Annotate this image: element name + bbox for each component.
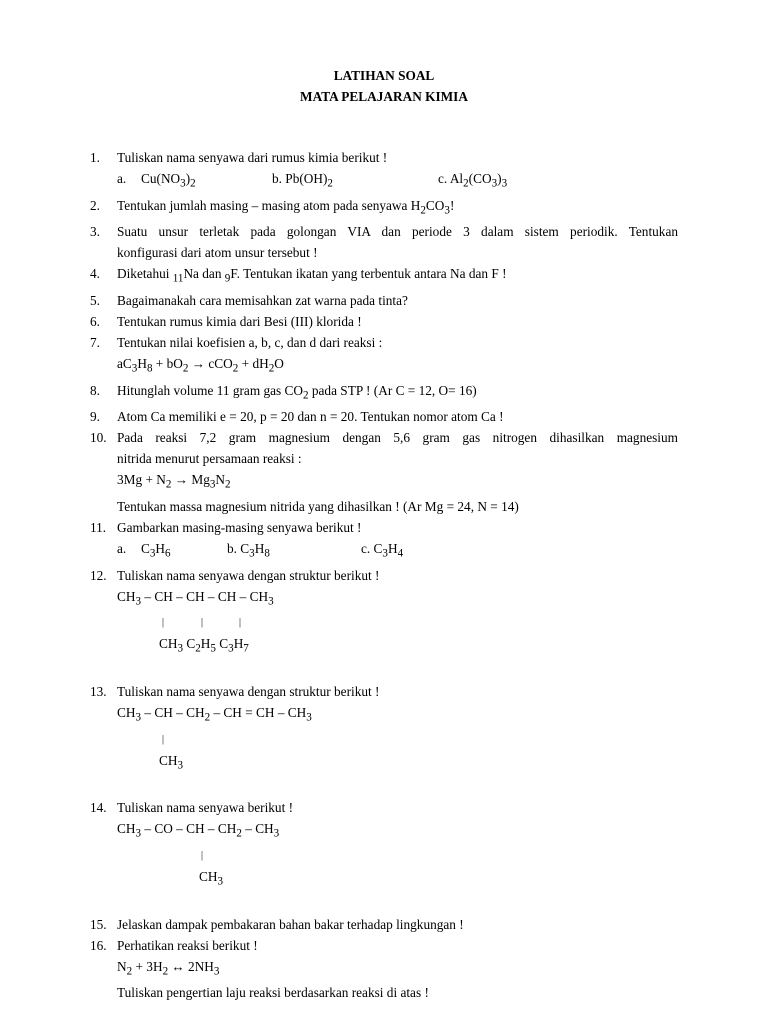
- question-text: Jelaskan dampak pembakaran bahan bakar terhadap lingkungan !: [117, 916, 464, 932]
- question-text: Tentukan nilai koefisien a, b, c, dan d dari reaksi :: [117, 334, 383, 350]
- question-text-line1: Suatu unsur terletak pada golongan VIA dan periode 3 dalam sistem periodik. Tentukan: [117, 224, 678, 240]
- question-list: [90, 147, 678, 1003]
- question-options: a. $C_3H_6$ b. $C_3H_8$ c. $C_3H_4$: [117, 540, 404, 560]
- structure-bonds: | | |: [162, 617, 242, 629]
- question-text: Atom Ca memiliki e = 20, p = 20 dan n = 20. Tentukan nomor atom Ca !: [117, 409, 504, 425]
- question-text: Diketahui $_{11}$Na dan $_9$F. Tentukan ikatan yang terbentuk antara Na dan F !: [117, 266, 507, 285]
- question-7: 7. Tentukan nilai koefisien a, b, c, dan d dari reaksi : $aC_3H_8 + bO_2 \to cCO_2 + dH_2O$: [90, 332, 678, 380]
- question-13: 13. Tuliskan nama senyawa dengan struktur berikut ! $CH_3$ – CH – $CH_2$ – CH = CH – $CH_3$ | $CH_3$: [90, 681, 678, 797]
- question-2: 2. Tentukan jumlah masing – masing atom pada senyawa $H_2CO_3$!: [90, 195, 678, 222]
- question-text: Hitunglah volume 11 gram gas $CO_2$ pada STP ! (Ar C = 12, O= 16): [117, 382, 477, 402]
- question-text: Tuliskan nama senyawa dengan struktur berikut !: [117, 567, 380, 583]
- question-11: 11. Gambarkan masing-masing senyawa berikut ! a. $C_3H_6$ b. $C_3H_8$ c. $C_3H_4$: [90, 517, 678, 565]
- question-text-line3: Tuliskan pengertian laju reaksi berdasarkan reaksi di atas !: [117, 985, 429, 1001]
- question-text-line1: Pada reaksi 7,2 gram magnesium dengan 5,6 gram gas nitrogen dihasilkan magnesium: [117, 430, 678, 446]
- question-text-line3: Tentukan massa magnesium nitrida yang dihasilkan ! (Ar Mg = 24, N = 14): [117, 498, 519, 514]
- structure-bond: |: [201, 849, 204, 861]
- question-8: 8. Hitunglah volume 11 gram gas $CO_2$ pada STP ! (Ar C = 12, O= 16): [90, 380, 678, 407]
- question-12: 12. Tuliskan nama senyawa dengan struktur berikut ! $CH_3$ – CH – CH – CH – $CH_3$ | | | $CH_3$ $C_2H_5$ $C_3H_7$: [90, 565, 678, 681]
- structure-main-chain: $CH_3$ – CO – CH – $CH_2 - CH_3$: [117, 821, 280, 840]
- structure-main-chain: $CH_3$ – CH – CH – CH – $CH_3$: [117, 588, 274, 608]
- structure-main-chain: $CH_3$ – CH – $CH_2$ – CH = CH – $CH_3$: [117, 704, 312, 724]
- question-14: 14. Tuliskan nama senyawa berikut ! $CH_3$ – CO – CH – $CH_2 - CH_3$ | $CH_3$: [90, 797, 678, 913]
- doc-title: LATIHAN SOAL: [333, 68, 435, 83]
- question-text: Tentukan rumus kimia dari Besi (III) klorida !: [117, 313, 362, 329]
- question-text: Gambarkan masing-masing senyawa berikut !: [117, 519, 362, 535]
- question-10: 10. Pada reaksi 7,2 gram magnesium dengan 5,6 gram gas nitrogen dihasilkan magnesium nitrida menurut persamaan reaksi : $3Mg + N_2 \to Mg_3N_2$ Tentukan massa magnesium nitrida yang dihasilkan ! (Ar Mg = 24, N = 14): [90, 427, 678, 517]
- question-text: Bagaimanakah cara memisahkan zat warna pada tinta?: [117, 292, 408, 308]
- question-text: Tuliskan nama senyawa berikut !: [117, 800, 294, 816]
- reaction-equation: $N_2 + 3H_2$ ↔ $2NH_3$: [117, 958, 220, 978]
- structure-bond: |: [162, 733, 165, 745]
- question-4: 4. Diketahui $_{11}$Na dan $_9$F. Tentukan ikatan yang terbentuk antara Na dan F !: [90, 263, 678, 290]
- question-text: Tentukan jumlah masing – masing atom pada senyawa $H_2CO_3$!: [117, 197, 455, 217]
- question-text: Perhatikan reaksi berikut !: [117, 937, 258, 953]
- reaction-equation: $aC_3H_8 + bO_2 \to cCO_2 + dH_2O$: [117, 355, 284, 375]
- question-options: a. $Cu(NO_3)_2$ b. $Pb(OH)_2$ c. $Al_2(CO_3)_3$: [117, 171, 508, 190]
- question-5: 5. Bagaimanakah cara memisahkan zat warna pada tinta?: [90, 290, 678, 311]
- structure-substituent: $CH_3$: [199, 868, 224, 888]
- question-text: Tuliskan nama senyawa dengan struktur berikut !: [117, 683, 380, 699]
- question-1: 1. Tuliskan nama senyawa dari rumus kimia berikut ! a. $Cu(NO_3)_2$ b. $Pb(OH)_2$ c. $Al_2(CO_3)_3$: [90, 147, 678, 195]
- structure-substituents: $CH_3$ $C_2H_5$ $C_3H_7$: [159, 636, 249, 655]
- question-15: 15. Jelaskan dampak pembakaran bahan bakar terhadap lingkungan !: [90, 914, 678, 935]
- question-text-line2: nitrida menurut persamaan reaksi :: [117, 451, 302, 467]
- doc-subtitle: MATA PELAJARAN KIMIA: [300, 89, 468, 104]
- reaction-equation: $3Mg + N_2 \to Mg_3N_2$: [117, 472, 231, 491]
- question-6: 6. Tentukan rumus kimia dari Besi (III) klorida !: [90, 311, 678, 332]
- question-text-line2: konfigurasi dari atom unsur tersebut !: [117, 245, 318, 261]
- question-9: 9. Atom Ca memiliki e = 20, p = 20 dan n = 20. Tentukan nomor atom Ca !: [90, 406, 678, 427]
- question-16: 16. Perhatikan reaksi berikut ! $N_2 + 3H_2$ ↔ $2NH_3$ Tuliskan pengertian laju reaksi berdasarkan reaksi di atas !: [90, 935, 678, 1004]
- structure-substituent: $CH_3$: [159, 752, 184, 772]
- question-text: Tuliskan nama senyawa dari rumus kimia berikut !: [117, 150, 388, 165]
- question-3: 3. Suatu unsur terletak pada golongan VIA dan periode 3 dalam sistem periodik. Tentukan konfigurasi dari atom unsur tersebut !: [90, 221, 678, 263]
